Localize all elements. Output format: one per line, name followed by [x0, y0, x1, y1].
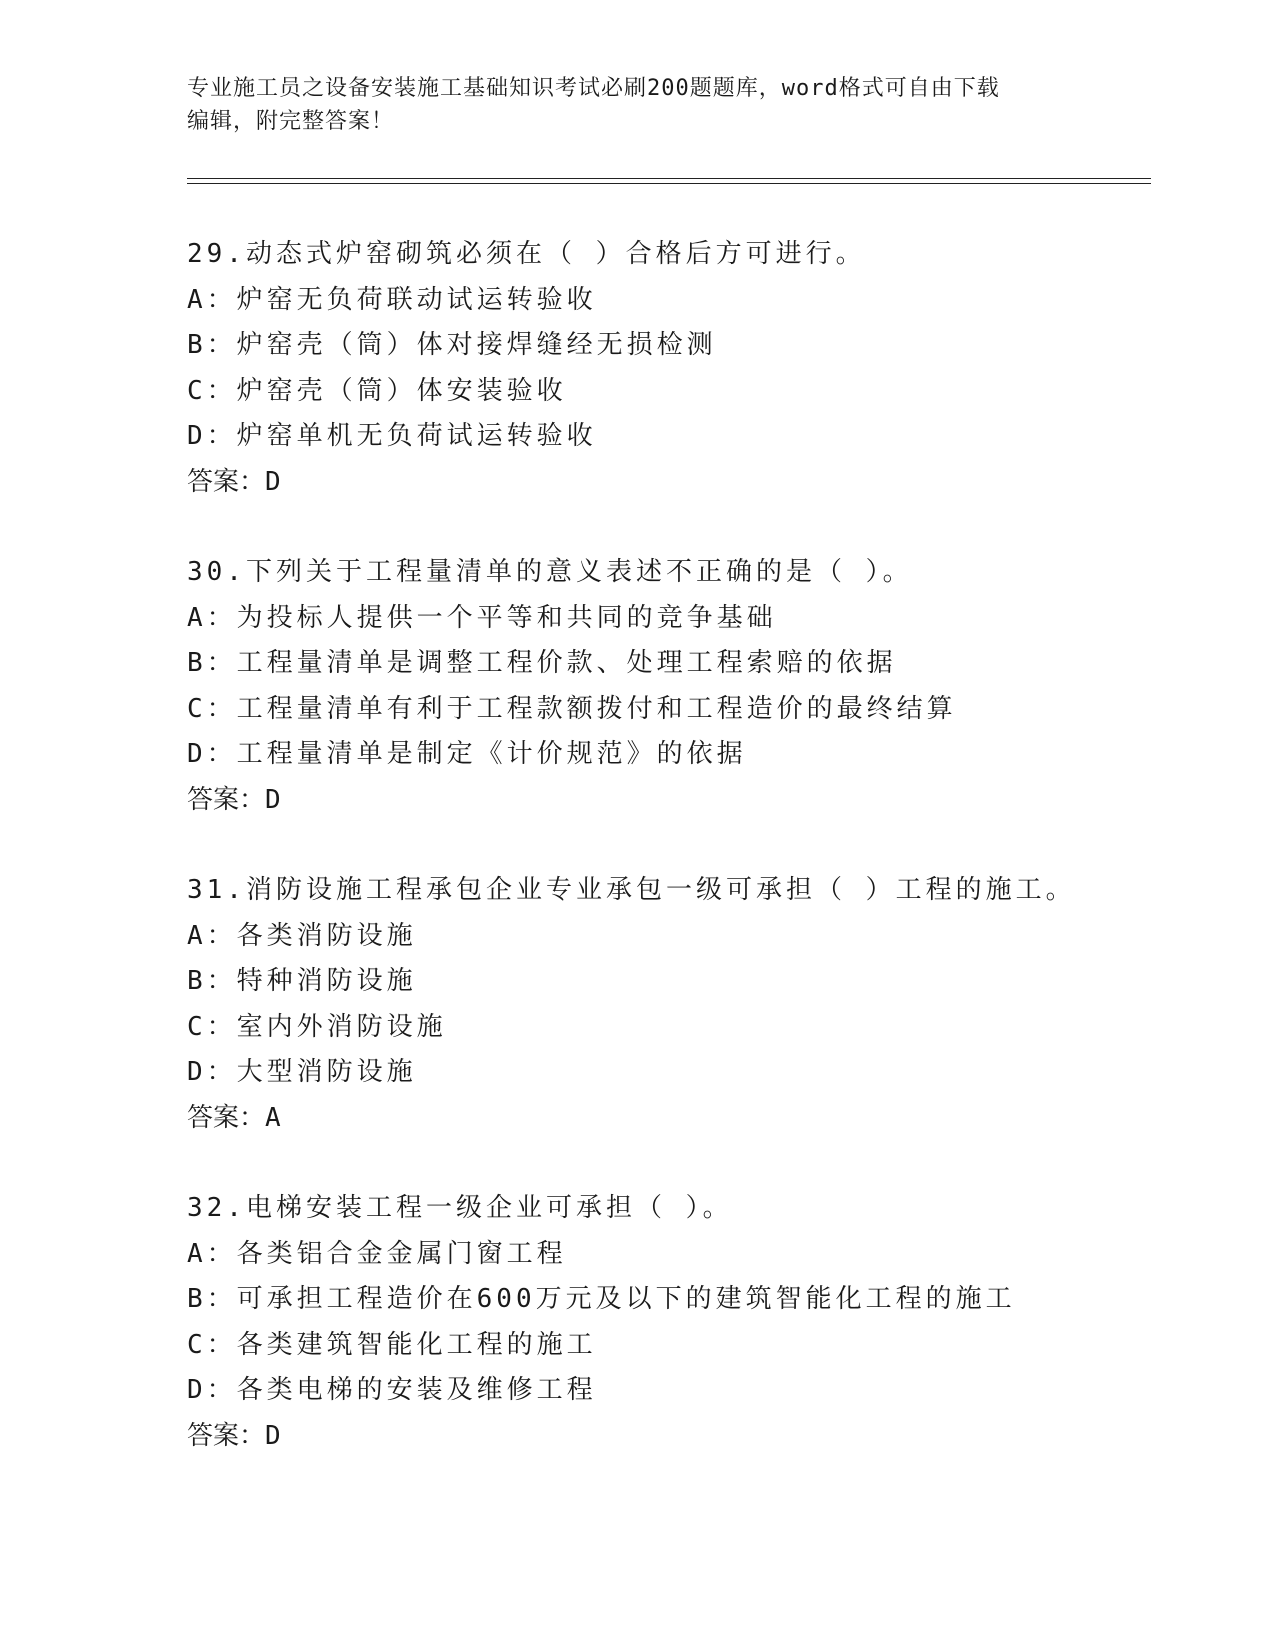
header-divider-bottom [187, 183, 1151, 184]
question-stem: 31.消防设施工程承包企业专业承包一级可承担（ ）工程的施工。 [187, 875, 1076, 905]
option-c: C：各类建筑智能化工程的施工 [187, 1329, 597, 1360]
question-stem: 32.电梯安装工程一级企业可承担（ ）。 [187, 1193, 733, 1223]
answer-value: D [265, 466, 281, 497]
question-stem: 29.动态式炉窑砌筑必须在（ ）合格后方可进行。 [187, 239, 866, 269]
option-c: C：工程量清单有利于工程款额拨付和工程造价的最终结算 [187, 693, 957, 724]
question-31 [187, 868, 1151, 1141]
answer-line [187, 1414, 1151, 1460]
header-title-line-2: 编辑，附完整答案！ [187, 109, 395, 134]
option-d: D：大型消防设施 [187, 1057, 417, 1087]
answer-label: 答案： [187, 784, 266, 815]
option-a: A：各类铝合金金属门窗工程 [187, 1238, 567, 1269]
answer-value: D [265, 1420, 281, 1451]
answer-line [187, 1096, 1151, 1142]
option-c: C：室内外消防设施 [187, 1011, 447, 1042]
option-d: D：炉窑单机无负荷试运转验收 [187, 421, 597, 451]
answer-line [187, 778, 1151, 824]
answer-label: 答案： [187, 466, 266, 497]
answer-line [187, 460, 1151, 506]
question-30 [187, 550, 1151, 823]
question-32 [187, 1186, 1151, 1459]
option-a: A：各类消防设施 [187, 920, 417, 951]
answer-label: 答案： [187, 1102, 266, 1133]
option-b: B：工程量清单是调整工程价款、处理工程索赔的依据 [187, 648, 897, 678]
document-header [187, 72, 1067, 138]
header-divider-top [187, 178, 1151, 179]
option-a: A：为投标人提供一个平等和共同的竞争基础 [187, 602, 777, 633]
option-b: B：特种消防设施 [187, 966, 417, 996]
question-stem: 30.下列关于工程量清单的意义表述不正确的是（ ）。 [187, 557, 913, 587]
option-b: B：炉窑壳（筒）体对接焊缝经无损检测 [187, 330, 717, 360]
option-d: D：各类电梯的安装及维修工程 [187, 1375, 597, 1405]
header-title-line-1: 专业施工员之设备安装施工基础知识考试必刷200题题库，word格式可自由下载 [187, 76, 1000, 101]
option-a: A：炉窑无负荷联动试运转验收 [187, 284, 597, 315]
answer-value: D [265, 784, 281, 815]
question-29 [187, 232, 1151, 505]
answer-label: 答案： [187, 1420, 266, 1451]
option-b: B：可承担工程造价在600万元及以下的建筑智能化工程的施工 [187, 1284, 1016, 1314]
option-c: C：炉窑壳（筒）体安装验收 [187, 375, 567, 406]
answer-value: A [265, 1102, 281, 1133]
option-d: D：工程量清单是制定《计价规范》的依据 [187, 739, 747, 769]
